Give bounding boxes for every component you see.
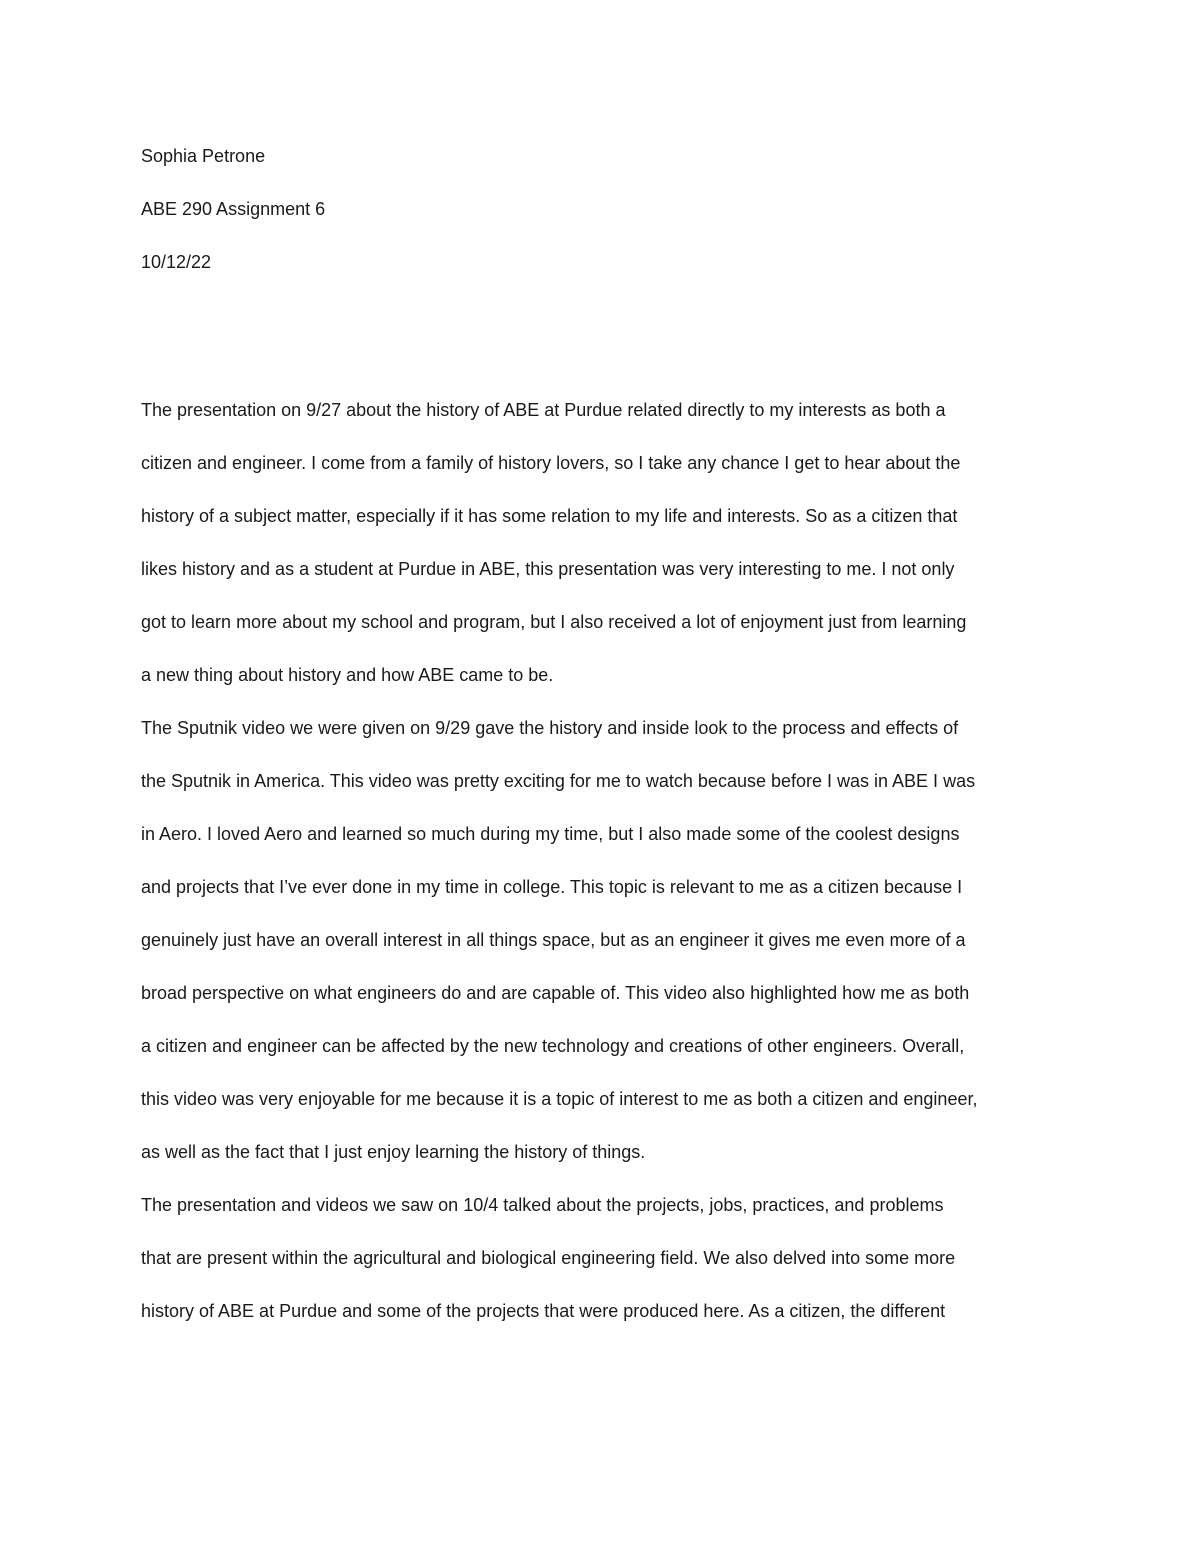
paragraph-line: a citizen and engineer can be affected by the new technology and creations of other engineers. Overall, [141, 1036, 965, 1056]
paragraph-line: The Sputnik video we were given on 9/29 gave the history and inside look to the process and effects of [141, 718, 959, 738]
paragraph-line: a new thing about history and how ABE came to be. [141, 665, 554, 685]
paragraph-2 [141, 702, 1059, 1179]
paragraph-line: that are present within the agricultural and biological engineering field. We also delved into some more [141, 1248, 956, 1268]
paragraph-line: The presentation and videos we saw on 10/4 talked about the projects, jobs, practices, and problems [141, 1195, 944, 1215]
document-date: 10/12/22 [141, 252, 212, 272]
paragraph-line: got to learn more about my school and program, but I also received a lot of enjoyment just from learning [141, 612, 967, 632]
author-name: Sophia Petrone [141, 146, 266, 166]
paragraph-line: broad perspective on what engineers do and are capable of. This video also highlighted how me as both [141, 983, 970, 1003]
paragraph-3 [141, 1179, 1059, 1338]
paragraph-line: and projects that I’ve ever done in my time in college. This topic is relevant to me as a citizen because I [141, 877, 963, 897]
document-content [141, 140, 1059, 1338]
paragraph-line: citizen and engineer. I come from a family of history lovers, so I take any chance I get to hear about the [141, 453, 961, 473]
paragraph-line: the Sputnik in America. This video was pretty exciting for me to watch because before I was in ABE I was [141, 771, 976, 791]
paragraph-line: The presentation on 9/27 about the history of ABE at Purdue related directly to my interests as both a [141, 400, 946, 420]
paragraph-line: as well as the fact that I just enjoy learning the history of things. [141, 1142, 646, 1162]
header-spacer [141, 278, 1059, 384]
paragraph-line: genuinely just have an overall interest in all things space, but as an engineer it gives me even more of a [141, 930, 966, 950]
paragraph-line: this video was very enjoyable for me because it is a topic of interest to me as both a citizen and engineer, [141, 1089, 978, 1109]
paragraph-line: likes history and as a student at Purdue in ABE, this presentation was very interesting to me. I not only [141, 559, 955, 579]
paragraph-line: in Aero. I loved Aero and learned so much during my time, but I also made some of the coolest designs [141, 824, 960, 844]
paragraph-line: history of a subject matter, especially if it has some relation to my life and interests. So as a citizen that [141, 506, 958, 526]
paragraph-1 [141, 384, 1059, 702]
course-assignment: ABE 290 Assignment 6 [141, 199, 326, 219]
paragraph-line: history of ABE at Purdue and some of the projects that were produced here. As a citizen, the different [141, 1301, 946, 1321]
